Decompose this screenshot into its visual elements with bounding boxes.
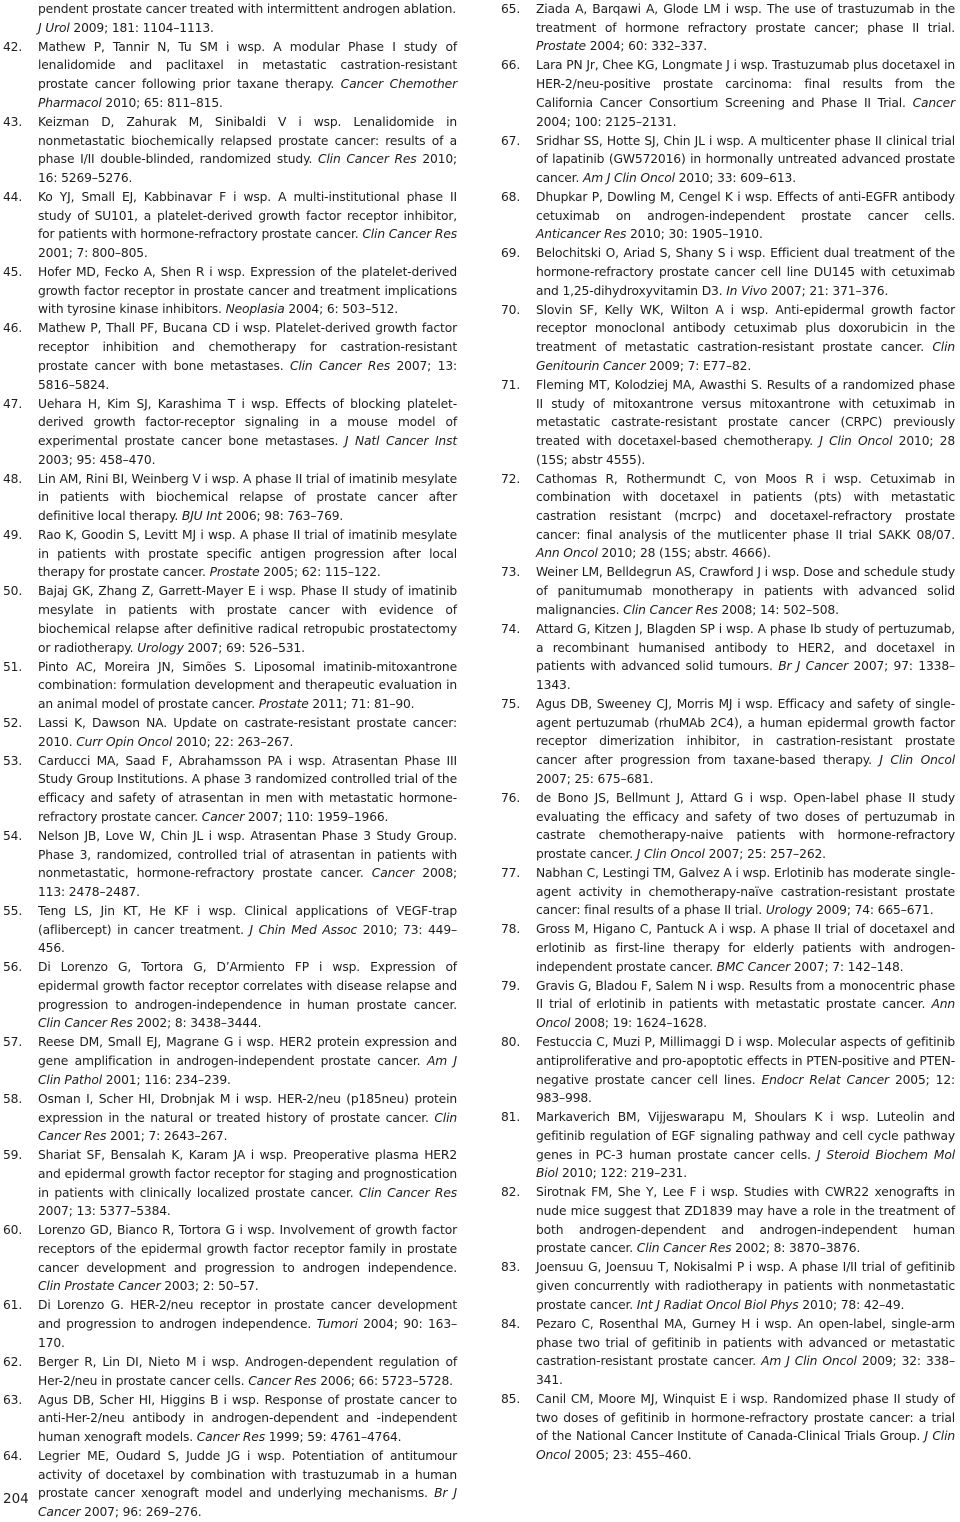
reference-journal: Clin Cancer Res	[636, 1241, 732, 1256]
reference-text: Nelson JB, Love W, Chin JL i wsp. Atrasentan Phase 3 Study Group. Phase 3, randomized, controlled trial of atrasentan in patients with nonmetastatic, hormone-refractory prostate cancer.	[38, 828, 457, 881]
reference-item	[501, 56, 955, 131]
reference-item	[501, 563, 955, 619]
reference-number: 46.	[3, 321, 23, 336]
reference-journal: J Steroid Biochem Mol Biol	[536, 1147, 955, 1181]
reference-text: de Bono JS, Bellmunt J, Attard G i wsp. Open-label phase II study evaluating the efficacy and safety of two doses of pertuzumab in castrate chemotherapy-naive patients with hormone-refractory prostate cancer.	[536, 790, 955, 861]
reference-item	[3, 113, 457, 188]
reference-number: 64.	[3, 1448, 23, 1463]
reference-journal: Cancer	[912, 95, 955, 110]
reference-text: Belochitski O, Ariad S, Shany S i wsp. Efficient dual treatment of the hormone-refractory prostate cancer cell line DU145 with cetuximab and 1,25-dihydroxyvitamin D3.	[536, 246, 955, 298]
reference-item	[501, 470, 955, 564]
reference-text: Joensuu G, Joensuu T, Nokisalmi P i wsp. A phase I/II trial of gefitinib given concurrently with radiotherapy in patients with nonmetastatic prostate cancer.	[536, 1260, 955, 1312]
reference-item	[501, 0, 955, 56]
reference-journal: Clin Cancer Res	[38, 1016, 133, 1031]
reference-number: 75.	[501, 696, 521, 711]
reference-journal: Clin Cancer Res	[359, 1185, 457, 1200]
reference-item	[3, 658, 457, 714]
reference-text: Hofer MD, Fecko A, Shen R i wsp. Expression of the platelet-derived growth factor receptor in prostate cancer and treatment implications with tyrosine kinase inhibitors.	[38, 265, 457, 317]
reference-journal: Cancer Res	[248, 1373, 317, 1388]
reference-citation-tail: 2007; 25: 257–262.	[704, 846, 826, 861]
reference-citation-tail: 2001; 7: 800–805.	[38, 246, 148, 261]
reference-citation-tail: 2005; 23: 455–460.	[570, 1448, 692, 1463]
reference-text: Keizman D, Zahurak M, Sinibaldi V i wsp. Lenalidomide in nonmetastatic biochemically relapsed prostate cancer: results of a phase I/II double-blinded, randomized study.	[38, 114, 457, 167]
reference-citation-tail: 2010; 16: 5269–5276.	[38, 152, 458, 185]
reference-number: 70.	[501, 302, 521, 317]
reference-text: Nabhan C, Lestingi TM, Galvez A i wsp. Erlotinib has moderate single-agent activity in chemotherapy-naïve castration-resistant prostate cancer: final results of a phase II trial.	[536, 865, 955, 918]
reference-item	[3, 1296, 457, 1352]
reference-item	[501, 695, 955, 789]
reference-text: Carducci MA, Saad F, Abrahamsson PA i wsp. Atrasentan Phase III Study Group Institutions. A phase 3 randomized controlled trial of the efficacy and safety of atrasentan in men with metastatic hormone-refractory prostate cancer.	[38, 753, 457, 824]
reference-journal: Cancer Res	[196, 1429, 265, 1444]
reference-journal: Clin Cancer Res	[362, 227, 457, 242]
reference-item	[3, 38, 457, 113]
reference-journal: Int J Radiat Oncol Biol Phys	[636, 1297, 799, 1312]
reference-item	[501, 188, 955, 244]
reference-text: Berger R, Lin DI, Nieto M i wsp. Androgen-dependent regulation of Her-2/neu in prostate cancer cells.	[38, 1354, 457, 1388]
reference-number: 42.	[3, 39, 23, 54]
reference-journal: Clin Cancer Res	[289, 358, 390, 373]
reference-journal: BMC Cancer	[716, 959, 790, 974]
reference-journal: J Clin Oncol	[879, 753, 956, 768]
reference-journal: Endocr Relat Cancer	[761, 1072, 889, 1087]
reference-citation-tail: 2010; 65: 811–815.	[101, 95, 223, 110]
reference-journal: Am J Clin Pathol	[38, 1054, 458, 1087]
reference-journal: Am J Clin Oncol	[761, 1354, 857, 1369]
reference-citation-tail: 2010; 78: 42–49.	[798, 1297, 905, 1312]
reference-item	[3, 319, 457, 394]
reference-item	[501, 1258, 955, 1314]
reference-journal: Clin Cancer Res	[38, 1110, 457, 1144]
reference-text: Rao K, Goodin S, Levitt MJ i wsp. A phase II trial of imatinib mesylate in patients with prostate specific antigen progression after local therapy for prostate cancer.	[38, 528, 457, 580]
reference-number: 74.	[501, 621, 521, 636]
reference-text: Fleming MT, Kolodziej MA, Awasthi S. Results of a randomized phase II study of mitoxantrone versus mitoxantrone with cetuximab in metastatic castrate-resistant prostate cancer (CRPC) previously treated with docetaxel-based chemotherapy.	[536, 377, 955, 448]
reference-item	[501, 1315, 955, 1390]
reference-citation-tail: 2007; 97: 1338–1343.	[536, 659, 955, 692]
reference-number: 55.	[3, 903, 23, 918]
reference-citation-tail: 2006; 66: 5723–5728.	[316, 1373, 453, 1388]
reference-number: 50.	[3, 584, 23, 599]
reference-item	[3, 263, 457, 319]
reference-citation-tail: 2003; 2: 50–57.	[160, 1279, 259, 1294]
reference-text: Markaverich BM, Vijjeswarapu M, Shoulars K i wsp. Luteolin and gefitinib regulation of EGF signaling pathway and cell cycle pathway genes in PC-3 human prostate cancer cells.	[536, 1110, 955, 1162]
reference-citation-tail: 2009; 74: 665–671.	[812, 903, 934, 918]
reference-citation-tail: 2008; 113: 2478–2487.	[38, 866, 457, 899]
reference-citation-tail: 2007; 21: 371–376.	[767, 283, 889, 298]
reference-item	[501, 1390, 955, 1465]
reference-citation-tail: 2010; 73: 449–456.	[38, 922, 457, 956]
reference-number: 63.	[3, 1392, 23, 1407]
reference-number: 69.	[501, 246, 521, 261]
reference-citation-tail: 2006; 98: 763–769.	[222, 509, 344, 524]
reference-item	[3, 1146, 457, 1221]
reference-text: Mathew P, Tannir N, Tu SM i wsp. A modular Phase I study of lenalidomide and paclitaxel in metastatic castration-resistant prostate cancer following prior taxane therapy.	[38, 39, 457, 92]
left-reference-column	[3, 0, 457, 1522]
reference-citation-tail: 2005; 62: 115–122.	[259, 565, 381, 580]
reference-citation-tail: 2002; 8: 3438–3444.	[132, 1016, 262, 1031]
reference-citation-tail: 2007; 110: 1959–1966.	[244, 809, 389, 824]
reference-journal: J Clin Oncol	[536, 1429, 955, 1463]
reference-text: Legrier ME, Oudard S, Judde JG i wsp. Potentiation of antitumour activity of docetaxel by combination with trastuzumab in a human prostate cancer xenograft model and underlying mechanisms.	[38, 1448, 457, 1501]
reference-item	[3, 188, 457, 263]
reference-journal: Prostate	[258, 696, 309, 711]
reference-journal: Cancer	[371, 866, 415, 881]
reference-number: 54.	[3, 828, 23, 843]
reference-text: Agus DB, Scher HI, Higgins B i wsp. Response of prostate cancer to anti-Her-2/neu antibody in androgen-dependent and -independent human xenograft models.	[38, 1392, 457, 1444]
reference-number: 48.	[3, 471, 23, 486]
reference-item	[3, 1447, 457, 1522]
reference-text: Di Lorenzo G. HER-2/neu receptor in prostate cancer development and progression to androgen independence.	[38, 1298, 457, 1332]
reference-citation-tail: 2008; 19: 1624–1628.	[570, 1016, 707, 1031]
reference-citation-tail: 2009; 181: 1104–1113.	[69, 20, 214, 35]
reference-number: 83.	[501, 1260, 521, 1275]
reference-text: Festuccia C, Muzi P, Millimaggi D i wsp. Molecular aspects of gefitinib antiproliferative and pro-apoptotic effects in PTEN-positive and PTEN-negative prostate cancer cell lines.	[536, 1035, 955, 1087]
reference-number: 59.	[3, 1148, 23, 1163]
reference-item	[501, 301, 955, 376]
reference-continuation	[3, 0, 457, 37]
reference-citation-tail: 2001; 7: 2643–267.	[106, 1129, 228, 1144]
reference-number: 78.	[501, 922, 521, 937]
reference-item	[3, 1353, 457, 1390]
reference-citation-tail: 2008; 14: 502–508.	[717, 602, 839, 617]
reference-number: 68.	[501, 189, 521, 204]
reference-number: 65.	[501, 2, 521, 16]
reference-text: Sridhar SS, Hotte SJ, Chin JL i wsp. A multicenter phase II clinical trial of lapatinib (GW572016) in hormonally untreated advanced prostate cancer.	[536, 133, 955, 185]
reference-journal: J Clin Oncol	[636, 846, 705, 861]
reference-journal: Clin Cancer Res	[317, 152, 417, 167]
reference-item	[3, 752, 457, 827]
reference-text: Ko YJ, Small EJ, Kabbinavar F i wsp. A multi-institutional phase II study of SU101, a platelet-derived growth factor receptor inhibitor, for patients with hormone-refractory prostate cancer.	[38, 189, 457, 242]
reference-citation-tail: 2010; 30: 1905–1910.	[626, 227, 763, 242]
reference-item	[501, 1033, 955, 1108]
reference-text: Gravis G, Bladou F, Salem N i wsp. Results from a monocentric phase II trial of erlotinib in patients with metastatic prostate cancer.	[536, 978, 955, 1012]
reference-citation-tail: 2007; 69: 526–531.	[183, 640, 305, 655]
reference-item	[3, 582, 457, 657]
reference-number: 60.	[3, 1223, 23, 1238]
reference-item	[501, 132, 955, 188]
reference-text: Sirotnak FM, She Y, Lee F i wsp. Studies with CWR22 xenografts in nude mice suggest that ZD1839 may have a role in the treatment of both androgen-dependent and androgen-independent human prostate cancer.	[536, 1185, 955, 1256]
reference-text: Di Lorenzo G, Tortora G, D’Armiento FP i wsp. Expression of epidermal growth factor receptor correlates with disease relapse and progression to androgen-independence in human prostate cancer.	[38, 960, 457, 1012]
reference-journal: J Clin Oncol	[819, 433, 893, 448]
reference-number: 73.	[501, 565, 521, 580]
reference-text: Pezaro C, Rosenthal MA, Gurney H i wsp. An open-label, single-arm phase two trial of gefitinib in patients with advanced or metastatic castration-resistant prostate cancer.	[536, 1316, 955, 1369]
reference-number: 85.	[501, 1391, 521, 1406]
reference-number: 57.	[3, 1035, 23, 1050]
reference-journal: J Natl Cancer Inst	[344, 433, 458, 448]
reference-journal: Cancer Chemother Pharmacol	[38, 77, 457, 110]
reference-journal: Am J Clin Oncol	[582, 170, 675, 185]
reference-item	[3, 1090, 457, 1146]
reference-text: Lin AM, Rini BI, Weinberg V i wsp. A phase II trial of imatinib mesylate in patients with biochemical relapse of prostate cancer after definitive local therapy.	[38, 471, 457, 524]
reference-number: 67.	[501, 133, 521, 148]
reference-number: 82.	[501, 1185, 521, 1200]
reference-item	[3, 1033, 457, 1089]
reference-text: Lara PN Jr, Chee KG, Longmate J i wsp. Trastuzumab plus docetaxel in HER-2/neu-positive prostate carcinoma: final results from the California Cancer Consortium Screening and Phase II Trial.	[536, 58, 955, 110]
reference-number: 56.	[3, 960, 23, 975]
reference-journal: Cancer	[201, 809, 245, 824]
reference-citation-tail: 2009; 7: E77–82.	[645, 358, 752, 373]
reference-journal: Neoplasia	[225, 302, 285, 317]
reference-item	[501, 864, 955, 920]
reference-text: Gross M, Higano C, Pantuck A i wsp. A phase II trial of docetaxel and erlotinib as first-line therapy for elderly patients with androgen-independent prostate cancer.	[536, 922, 955, 974]
reference-citation-tail: 2005; 12: 983–998.	[536, 1072, 956, 1106]
reference-item	[501, 977, 955, 1033]
reference-citation-tail: 2007; 13: 5377–5384.	[38, 1204, 171, 1219]
reference-citation-tail: 2004; 100: 2125–2131.	[536, 114, 677, 129]
reference-number: 43.	[3, 114, 23, 129]
reference-item	[3, 714, 457, 751]
reference-item	[3, 526, 457, 582]
reference-journal: Urology	[765, 903, 813, 918]
reference-citation-tail: 2007; 7: 142–148.	[789, 959, 904, 974]
reference-item	[501, 620, 955, 695]
reference-number: 49.	[3, 528, 23, 543]
reference-journal: Clin Genitourin Cancer	[536, 340, 955, 373]
reference-journal: In Vivo	[726, 283, 768, 298]
reference-text: Shariat SF, Bensalah K, Karam JA i wsp. Preoperative plasma HER2 and epidermal growth factor receptor for staging and prognostication in patients with clinically localized prostate cancer.	[38, 1148, 457, 1200]
reference-item	[501, 1183, 955, 1258]
reference-item	[501, 1108, 955, 1183]
reference-text: Uehara H, Kim SJ, Karashima T i wsp. Effects of blocking platelet-derived growth factor-receptor signaling in a mouse model of experimental prostate cancer bone metastases.	[38, 396, 457, 448]
reference-citation-tail: 1999; 59: 4761–4764.	[264, 1429, 402, 1444]
reference-text: Bajaj GK, Zhang Z, Garrett-Mayer E i wsp. Phase II study of imatinib mesylate in patients with prostate cancer with evidence of biochemical relapse after definitive radical retropubic prostatectomy or radiotherapy.	[38, 584, 457, 655]
reference-item	[501, 920, 955, 976]
reference-text: Canil CM, Moore MJ, Winquist E i wsp. Randomized phase II study of two doses of gefitinib in hormone-refractory prostate cancer: a trial of the National Cancer Institute of Canada-Clinical Trials Group.	[536, 1391, 955, 1444]
reference-citation-tail: 2009; 32: 338–341.	[536, 1354, 955, 1387]
reference-text: Teng LS, Jin KT, He KF i wsp. Clinical applications of VEGF-trap (aflibercept) in cancer treatment.	[38, 903, 457, 937]
reference-text: Slovin SF, Kelly WK, Wilton A i wsp. Anti-epidermal growth factor receptor monoclonal antibody cetuximab plus doxorubicin in the treatment of metastatic castration-resistant prostate cancer.	[536, 302, 955, 355]
reference-number: 52.	[3, 715, 23, 730]
reference-citation-tail: 2003; 95: 458–470.	[38, 452, 156, 467]
reference-citation-tail: 2007; 13: 5816–5824.	[38, 358, 457, 392]
reference-number: 44.	[3, 189, 23, 204]
reference-citation-tail: 2010; 22: 263–267.	[172, 734, 294, 749]
reference-citation-tail: 2010; 122: 219–231.	[558, 1166, 687, 1181]
reference-journal: Br J Cancer	[38, 1486, 457, 1520]
reference-number: 47.	[3, 396, 23, 411]
reference-item	[501, 376, 955, 470]
reference-item	[501, 789, 955, 864]
reference-item	[3, 470, 457, 526]
reference-number: 58.	[3, 1091, 23, 1106]
reference-text: Ziada A, Barqawi A, Glode LM i wsp. The use of trastuzumab in the treatment of hormone refractory prostate cancer; phase II trial.	[536, 2, 955, 35]
reference-citation-tail: 2001; 116: 234–239.	[101, 1072, 231, 1087]
reference-number: 77.	[501, 865, 521, 880]
reference-journal: Clin Prostate Cancer	[38, 1279, 161, 1294]
reference-citation-tail: 2002; 8: 3870–3876.	[731, 1241, 861, 1256]
reference-number: 79.	[501, 978, 521, 993]
right-reference-column	[501, 0, 955, 1465]
reference-journal: J Urol	[38, 20, 70, 35]
reference-journal: J Chin Med Assoc	[249, 922, 358, 937]
reference-number: 61.	[3, 1298, 23, 1313]
reference-number: 72.	[501, 471, 521, 486]
reference-number: 66.	[501, 58, 521, 73]
reference-journal: BJU Int	[181, 509, 223, 524]
reference-journal: Clin Cancer Res	[623, 602, 718, 617]
reference-journal: Tumori	[316, 1317, 358, 1332]
reference-number: 62.	[3, 1354, 23, 1369]
reference-journal: Urology	[137, 640, 184, 655]
reference-text: Lorenzo GD, Bianco R, Tortora G i wsp. Involvement of growth factor receptors of the epidermal growth factor receptor family in prostate cancer development and progression to androgen independence.	[38, 1223, 457, 1275]
reference-text: Dhupkar P, Dowling M, Cengel K i wsp. Effects of anti-EGFR antibody cetuximab on androgen-independent prostate cancer cells.	[536, 189, 955, 223]
reference-number: 51.	[3, 659, 23, 674]
reference-item	[501, 244, 955, 300]
reference-text: Mathew P, Thall PF, Bucana CD i wsp. Platelet-derived growth factor receptor inhibition and chemotherapy for castration-resistant prostate cancer with bone metastases.	[38, 321, 457, 373]
reference-text: Weiner LM, Belldegrun AS, Crawford J i wsp. Dose and schedule study of panitumumab monotherapy in patients with advanced solid malignancies.	[536, 565, 955, 617]
reference-citation-tail: 2007; 96: 269–276.	[80, 1505, 202, 1520]
reference-item	[3, 958, 457, 1033]
reference-item	[3, 902, 457, 958]
reference-number: 80.	[501, 1035, 521, 1050]
reference-number: 84.	[501, 1316, 521, 1331]
reference-text: Lassi K, Dawson NA. Update on castrate-resistant prostate cancer: 2010.	[38, 715, 457, 749]
reference-journal: Ann Oncol	[536, 546, 598, 561]
reference-text: Attard G, Kitzen J, Blagden SP i wsp. A phase Ib study of pertuzumab, a recombinant humanised antibody to HER2, and docetaxel in patients with advanced solid tumours.	[536, 621, 955, 674]
reference-text: Pinto AC, Moreira JN, Simões S. Liposomal imatinib-mitoxantrone combination: formulation development and therapeutic evaluation in an animal model of prostate cancer.	[38, 659, 457, 711]
reference-number: 76.	[501, 790, 521, 805]
reference-item	[3, 1221, 457, 1296]
reference-journal: Curr Opin Oncol	[76, 734, 173, 749]
page-number: 204	[3, 1491, 29, 1507]
reference-citation-tail: 2010; 28 (15S; abstr 4555).	[536, 433, 955, 467]
reference-citation-tail: 2010; 28 (15S; abstr. 4666).	[597, 546, 771, 561]
reference-item	[3, 827, 457, 902]
reference-citation-tail: 2004; 6: 503–512.	[284, 302, 399, 317]
reference-citation-tail: 2004; 90: 163–170.	[38, 1317, 457, 1350]
reference-number: 81.	[501, 1110, 521, 1125]
reference-journal: Prostate	[209, 565, 260, 580]
reference-journal: Br J Cancer	[778, 659, 849, 674]
reference-citation-tail: 2007; 25: 675–681.	[536, 771, 654, 786]
continuation-text: pendent prostate cancer treated with intermittent androgen ablation.	[38, 2, 457, 16]
reference-citation-tail: 2010; 33: 609–613.	[674, 170, 796, 185]
reference-text: Reese DM, Small EJ, Magrane G i wsp. HER2 protein expression and gene amplification in androgen-independent prostate cancer.	[38, 1035, 457, 1069]
reference-item	[3, 395, 457, 470]
reference-journal: Anticancer Res	[536, 227, 627, 242]
reference-text: Osman I, Scher HI, Drobnjak M i wsp. HER-2/neu (p185neu) protein expression in the natural or treated history of prostate cancer.	[38, 1091, 457, 1125]
reference-text: Agus DB, Sweeney CJ, Morris MJ i wsp. Efficacy and safety of single-agent pertuzumab (rhuMAb 2C4), a human epidermal growth factor receptor dimerization inhibitor, in castration-resistant prostate cancer after progression from taxane-based therapy.	[536, 696, 955, 768]
reference-journal: Ann Oncol	[536, 997, 955, 1031]
reference-number: 71.	[501, 377, 521, 392]
reference-citation-tail: 2011; 71: 81–90.	[308, 696, 415, 711]
reference-number: 45.	[3, 265, 23, 280]
reference-citation-tail: 2004; 60: 332–337.	[585, 39, 708, 54]
reference-number: 53.	[3, 753, 23, 768]
reference-text: Cathomas R, Rothermundt C, von Moos R i wsp. Cetuximab in combination with docetaxel in patients (pts) with metastatic castration resistant (mcrpc) and docetaxel-refractory prostate cancer: final analysis of the mutlicenter phase II trial SAKK 08/07.	[536, 471, 955, 542]
reference-journal: Prostate	[536, 39, 586, 54]
reference-item	[3, 1391, 457, 1447]
